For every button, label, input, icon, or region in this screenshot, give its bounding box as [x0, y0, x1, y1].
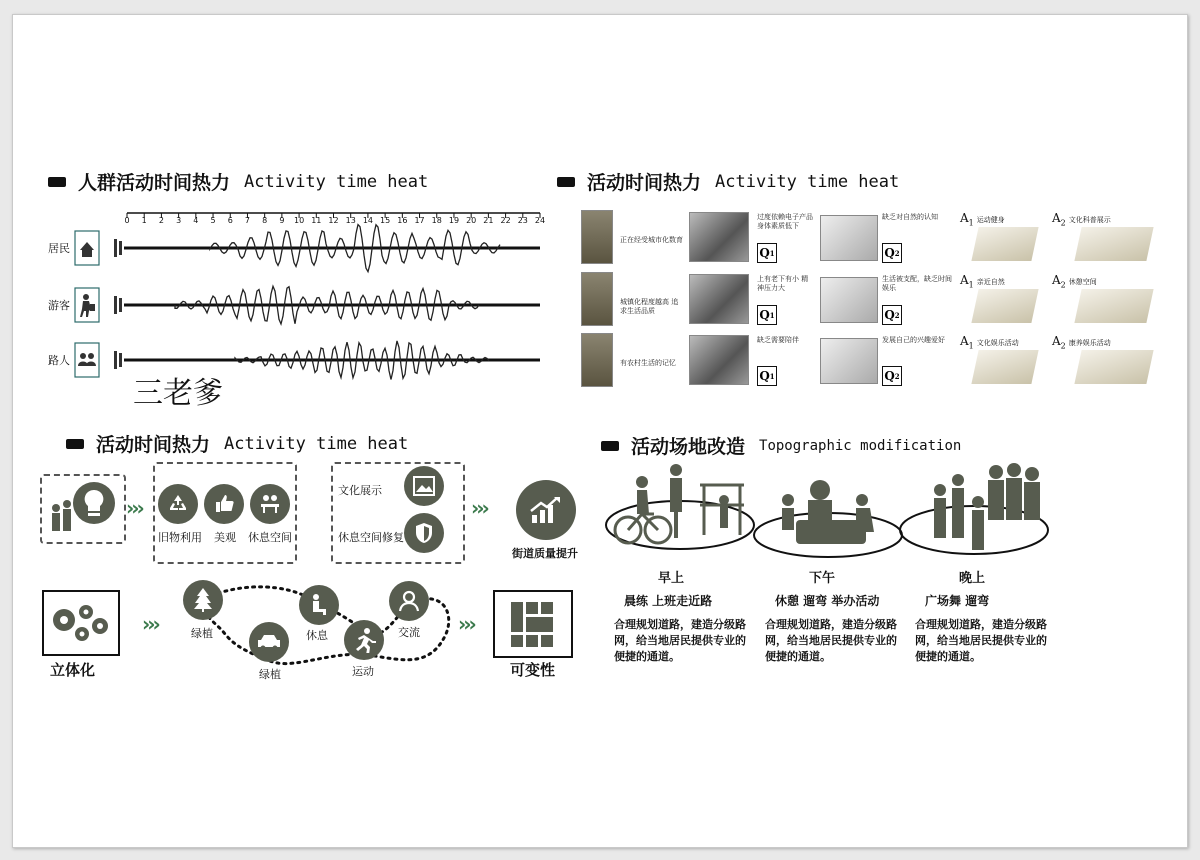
- title-bullet-icon: [557, 177, 575, 187]
- hour-tick-label: 16: [397, 216, 408, 225]
- question-badge: Q 1: [757, 305, 777, 325]
- left-label: 立体化: [50, 661, 96, 679]
- section3-title-cn: 活动时间热力: [96, 434, 211, 456]
- answer-label-2: $A_2$ 康养娱乐活动: [1052, 334, 1111, 351]
- portrait-photo: [581, 333, 613, 387]
- needs-text-2: 缺乏需要陪伴: [757, 336, 799, 344]
- portrait-photo: [581, 210, 613, 264]
- element-group-box: [331, 462, 465, 564]
- activity-label: 休憩 遛弯 举办活动: [775, 594, 880, 608]
- group2-label-2: 休息空间修复: [338, 531, 404, 544]
- answer-label-2: $A_2$ 休憩空间: [1052, 273, 1097, 290]
- path-label-5: 交流: [398, 626, 420, 639]
- question-badge: Q 1: [757, 243, 777, 263]
- activity-label: 晨练 上班走近路: [624, 594, 713, 608]
- answer-label-1: $A_1$ 文化娱乐活动: [960, 334, 1019, 351]
- needs-text-2: 过度依赖电子产品 身体素质低下: [757, 213, 813, 230]
- hour-tick-label: 22: [500, 216, 511, 225]
- hour-tick-label: 10: [293, 216, 305, 225]
- hour-tick-label: 20: [466, 216, 477, 225]
- plan-render: [1074, 227, 1153, 261]
- section2-title: [557, 168, 899, 195]
- armchair-icon: [299, 585, 339, 625]
- hour-tick-label: 6: [227, 216, 233, 225]
- row-label: 游客: [48, 299, 70, 312]
- hour-tick-label: 19: [448, 216, 460, 225]
- hour-tick-label: 7: [244, 216, 251, 225]
- plan-render: [1074, 289, 1153, 323]
- arrow-icon: ›››: [471, 496, 487, 520]
- title-bullet-icon: [601, 441, 619, 451]
- section4-title-cn: 活动场地改造: [631, 436, 746, 458]
- path-label-3: 休息: [306, 629, 328, 642]
- needs-text-1: 正在经受城市化数育: [620, 236, 683, 244]
- row-tick-bar: [114, 296, 117, 314]
- activity-heat-chart: [40, 205, 550, 385]
- hour-tick-label: 8: [262, 216, 268, 225]
- hour-tick-label: 0: [124, 216, 130, 225]
- scene-photo: [689, 335, 749, 385]
- plan-render: [971, 350, 1038, 384]
- question-badge: Q 2: [882, 305, 902, 325]
- right-label: 可变性: [510, 661, 556, 679]
- row-tick-bar: [114, 239, 117, 257]
- column-description: 合理规划道路，建造分级路网，给当地居民提供专业的便捷的通道。: [614, 618, 746, 663]
- column-description: 合理规划道路，建造分级路网，给当地居民提供专业的便捷的通道。: [915, 618, 1047, 663]
- people-lightbulb-icon: [42, 476, 124, 542]
- group2-label-1: 文化展示: [338, 484, 382, 497]
- hour-tick-label: 12: [328, 216, 339, 225]
- row-icon-frame: [75, 343, 99, 377]
- needs-text-2: 上有老下有小 精神压力大: [757, 275, 809, 292]
- group1-label-3: 休息空间: [248, 531, 292, 544]
- title-bullet-icon: [48, 177, 66, 187]
- group1-label-2: 美观: [214, 531, 236, 544]
- evening-scene: [900, 463, 1048, 554]
- plan-render: [971, 289, 1038, 323]
- row-tick-bar: [114, 351, 117, 369]
- runner-icon: [344, 620, 384, 660]
- hour-tick-label: 5: [210, 216, 216, 225]
- grid-frame: [493, 590, 573, 658]
- growth-chart-icon: [516, 480, 576, 540]
- idea-box: [40, 474, 126, 544]
- people-icon: [78, 353, 96, 366]
- hour-tick-label: 23: [517, 216, 528, 225]
- column-description: 合理规划道路，建造分级路网，给当地居民提供专业的便捷的通道。: [765, 618, 897, 663]
- time-label: 晚上: [959, 571, 986, 586]
- hour-tick-label: 9: [279, 216, 285, 225]
- scene-photo: [820, 338, 878, 384]
- section3-title-en: Activity time heat: [224, 433, 409, 454]
- recycle-icon: [158, 484, 198, 524]
- rest-space-icon: [250, 484, 290, 524]
- group1-label-1: 旧物利用: [158, 531, 202, 544]
- scene-photo: [689, 212, 749, 262]
- needs-text-1: 城镇化程度越高 追求生活品质: [620, 298, 679, 315]
- result-label: 街道质量提升: [512, 547, 578, 560]
- section4-title: [601, 432, 961, 459]
- hour-tick-label: 3: [176, 216, 182, 225]
- hour-tick-label: 17: [414, 216, 425, 225]
- scene-photo: [820, 277, 878, 323]
- hour-tick-label: 14: [362, 216, 374, 225]
- section2-title-en: Activity time heat: [715, 171, 900, 192]
- title-bullet-icon: [66, 439, 84, 449]
- hour-tick-label: 2: [158, 216, 164, 225]
- user-icon: [389, 581, 429, 621]
- needs-text-3: 生活被支配，缺乏时间娱乐: [882, 275, 952, 292]
- hour-tick-label: 15: [380, 216, 391, 225]
- arrow-icon: ›››: [458, 612, 474, 636]
- afternoon-scene: [754, 480, 902, 557]
- answer-label-1: $A_1$ 亲近自然: [960, 273, 1005, 290]
- scene-photo: [689, 274, 749, 324]
- path-label-2: 绿植: [259, 668, 281, 681]
- traveler-icon: [80, 294, 95, 317]
- hour-tick-label: 4: [193, 216, 199, 225]
- car-icon: [249, 622, 289, 662]
- portrait-photo: [581, 272, 613, 326]
- path-label-4: 运动: [352, 665, 374, 678]
- row-label: 居民: [48, 242, 70, 255]
- plan-render: [971, 227, 1038, 261]
- hour-tick-label: 11: [311, 216, 322, 225]
- plan-render: [1074, 350, 1153, 384]
- answer-label-1: $A_1$ 运动健身: [960, 211, 1005, 228]
- tree-icon: [183, 580, 223, 620]
- needs-text-1: 有农村生活的记忆: [620, 359, 676, 367]
- watermark-text: 三老爹: [133, 376, 223, 411]
- question-badge: Q 2: [882, 243, 902, 263]
- arrow-icon: ›››: [142, 612, 158, 636]
- question-badge: Q 2: [882, 366, 902, 386]
- silhouette-scenes: [600, 460, 1060, 560]
- row-tick-bar: [119, 298, 122, 312]
- grid-layout-icon: [495, 592, 571, 656]
- activity-label: 广场舞 遛弯: [925, 594, 990, 608]
- arrow-icon: ›››: [126, 496, 142, 520]
- gears-frame: [42, 590, 120, 656]
- time-label: 下午: [809, 571, 836, 586]
- hour-tick-label: 24: [534, 216, 546, 225]
- gears-icon: [44, 592, 118, 654]
- section1-title-en: Activity time heat: [244, 171, 429, 192]
- hour-tick-label: 1: [141, 216, 147, 225]
- section2-title-cn: 活动时间热力: [587, 172, 702, 194]
- row-tick-bar: [119, 241, 122, 255]
- scene-photo: [820, 215, 878, 261]
- time-label: 早上: [658, 571, 685, 586]
- answer-label-2: $A_2$ 文化科普展示: [1052, 211, 1111, 228]
- hour-tick-label: 21: [483, 216, 494, 225]
- hour-tick-label: 18: [431, 216, 442, 225]
- section4-title-en: Topographic modification: [759, 437, 962, 454]
- hour-tick-label: 13: [345, 216, 356, 225]
- picture-frame-icon: [404, 466, 444, 506]
- thumbs-up-icon: [204, 484, 244, 524]
- morning-scene: [606, 464, 754, 549]
- section3-title: [66, 430, 408, 457]
- row-tick-bar: [119, 353, 122, 367]
- question-badge: Q 1: [757, 366, 777, 386]
- path-label-1: 绿植: [191, 627, 213, 640]
- house-icon: [80, 242, 94, 257]
- needs-text-3: 缺乏对自然的认知: [882, 213, 938, 221]
- needs-text-3: 发展自己的兴趣爱好: [882, 336, 945, 344]
- section1-title: [48, 168, 428, 195]
- section1-title-cn: 人群活动时间热力: [78, 172, 231, 194]
- row-label: 路人: [48, 354, 70, 367]
- shield-icon: [404, 513, 444, 553]
